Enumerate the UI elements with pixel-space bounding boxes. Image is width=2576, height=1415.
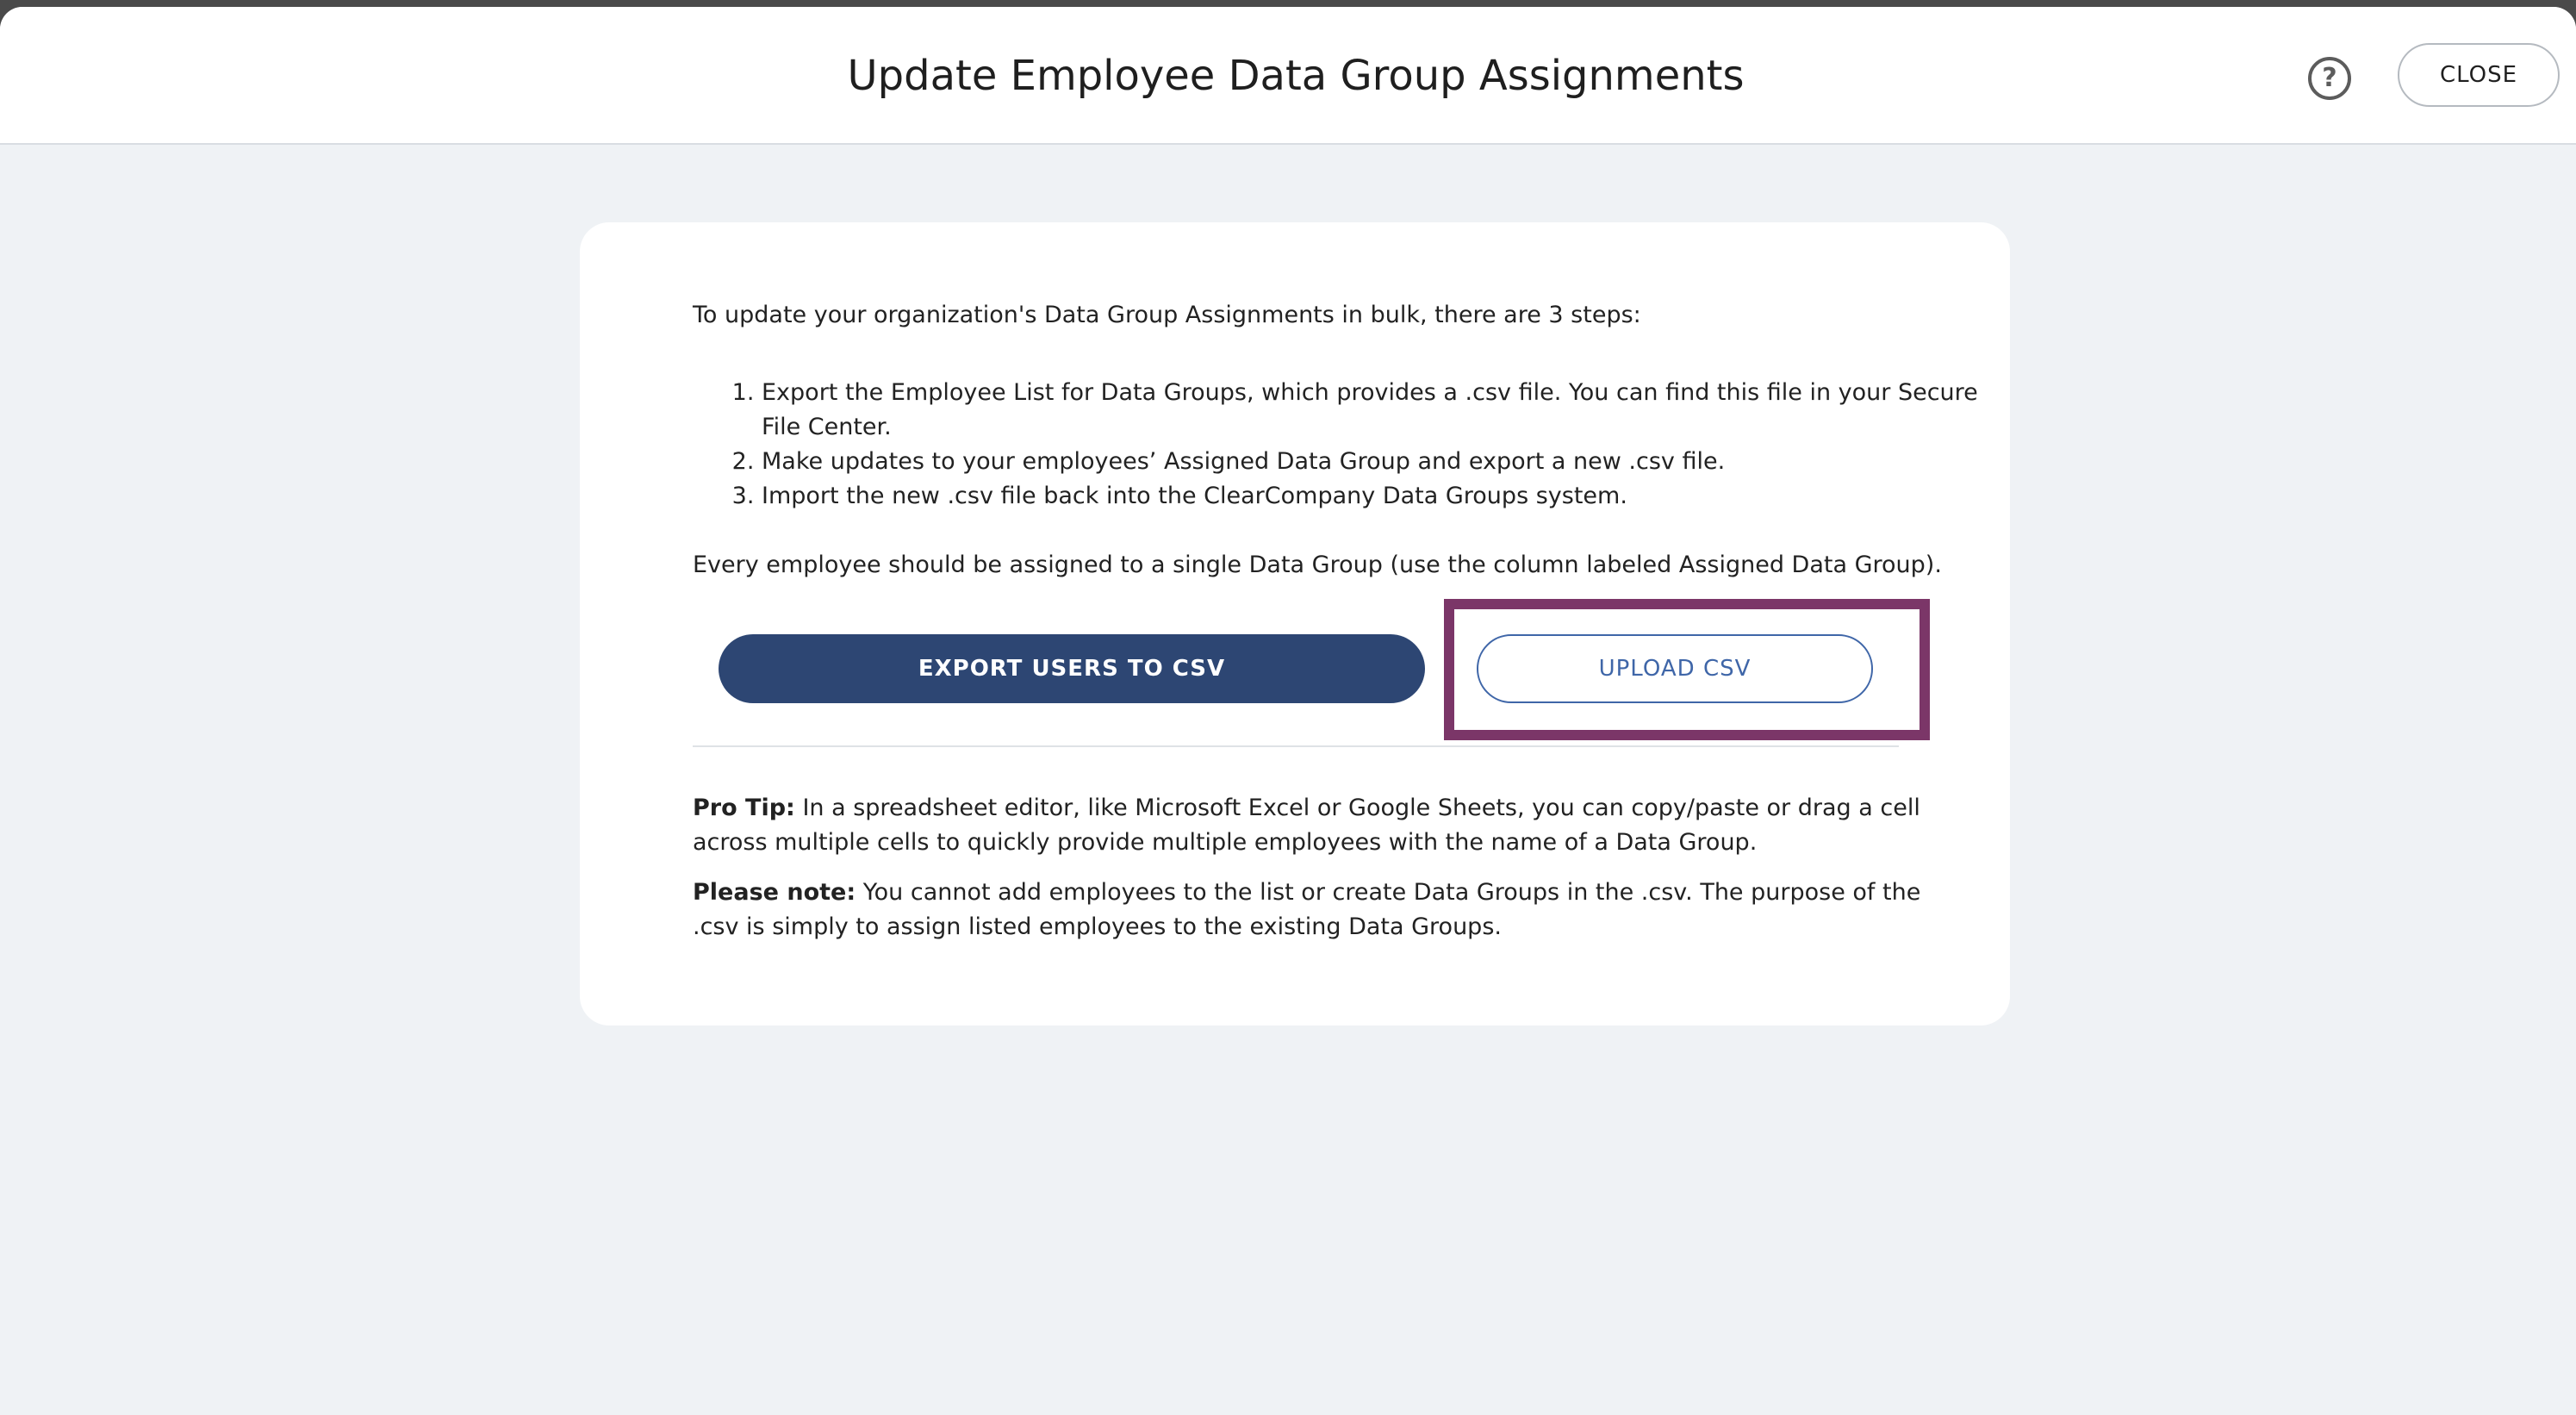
pro-tip-label: Pro Tip: — [693, 795, 795, 821]
please-note — [693, 876, 1925, 944]
close-button[interactable]: CLOSE — [2398, 43, 2560, 107]
question-circle-icon[interactable]: ? — [2308, 57, 2351, 100]
page-title: Update Employee Data Group Assignments — [847, 52, 1745, 100]
list-item: 2. Make updates to your employees’ Assigned Data Group and export a new .csv file. — [762, 445, 1985, 479]
steps-list — [693, 376, 1985, 514]
pro-tip — [693, 791, 1925, 860]
please-note-text: You cannot add employees to the list or create Data Groups in the .csv. The purpose of the .csv is simply to assign listed employees to the existing Data Groups. — [693, 879, 1921, 940]
assignment-rule-text: Every employee should be assigned to a single Data Group (use the column labeled Assigned Data Group). — [693, 552, 1942, 578]
list-item: 3. Import the new .csv file back into the ClearCompany Data Groups system. — [762, 479, 1985, 514]
instructions-card — [580, 222, 2010, 1025]
intro-text: To update your organization's Data Group Assignments in bulk, there are 3 steps: — [693, 302, 1641, 328]
please-note-label: Please note: — [693, 879, 856, 906]
pro-tip-text: In a spreadsheet editor, like Microsoft Excel or Google Sheets, you can copy/paste or drag a cell across multiple cells to quickly provide multiple employees with the name of a Data Group. — [693, 795, 1920, 856]
divider — [693, 745, 1899, 747]
modal-header — [0, 7, 2576, 145]
upload-csv-button[interactable]: UPLOAD CSV — [1477, 634, 1873, 703]
export-users-button[interactable]: EXPORT USERS TO CSV — [719, 634, 1425, 703]
modal-window — [0, 7, 2576, 1415]
list-item: 1. Export the Employee List for Data Groups, which provides a .csv file. You can find this file in your Secure File Center. — [762, 376, 1985, 445]
